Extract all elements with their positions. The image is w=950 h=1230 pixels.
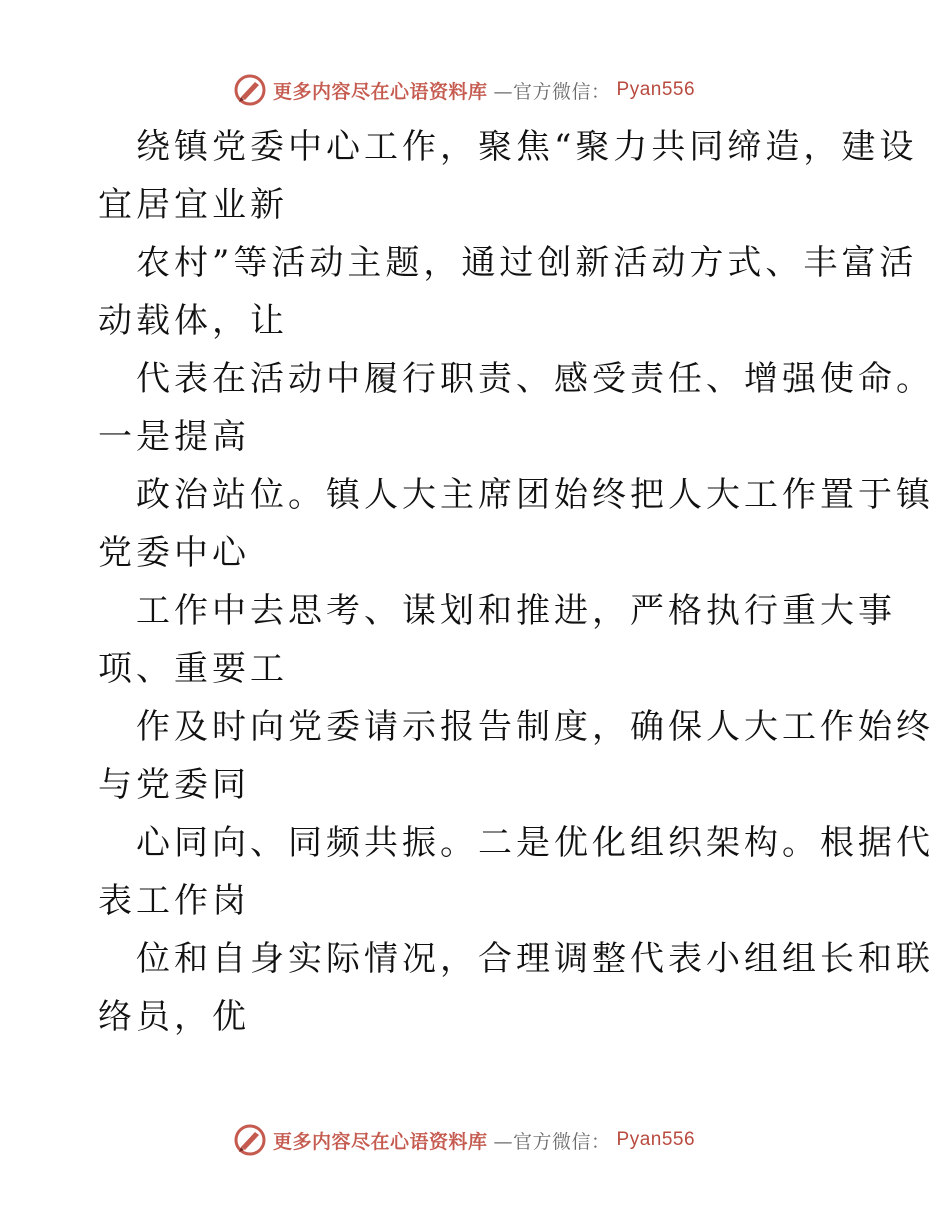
text-line: 代表在活动中履行职责、感受责任、增强使命。: [136, 359, 934, 399]
text-line: 一是提高: [98, 417, 250, 457]
header-wechat-label: —官方微信：: [493, 80, 611, 103]
text-line: 络员，优: [98, 997, 250, 1037]
footer-banner-text: 更多内容尽在心语资料库: [273, 1130, 488, 1153]
text-line: 心同向、同频共振。二是优化组织架构。根据代: [136, 823, 934, 863]
footer-wechat-id: Pyan556: [616, 1129, 696, 1150]
pen-logo-icon: [233, 1123, 267, 1157]
pen-logo-icon: [233, 73, 267, 107]
footer-wechat-label: —官方微信：: [493, 1130, 611, 1153]
text-line: 位和自身实际情况，合理调整代表小组组长和联: [136, 939, 934, 979]
text-line: 项、重要工: [98, 649, 288, 689]
footer-banner[interactable]: [233, 1120, 713, 1160]
text-line: 党委中心: [98, 533, 250, 573]
header-banner[interactable]: [233, 70, 713, 110]
text-line: 作及时向党委请示报告制度，确保人大工作始终: [136, 707, 934, 747]
text-line: 宜居宜业新: [98, 185, 288, 225]
text-line: 绕镇党委中心工作，聚焦“聚力共同缔造，建设: [136, 127, 918, 167]
text-line: 政治站位。镇人大主席团始终把人大工作置于镇: [136, 475, 934, 515]
document-body: [98, 118, 934, 1046]
header-banner-text: 更多内容尽在心语资料库: [273, 80, 488, 103]
text-line: 工作中去思考、谋划和推进，严格执行重大事: [136, 591, 896, 631]
text-line: 与党委同: [98, 765, 250, 805]
header-wechat-id: Pyan556: [616, 79, 696, 100]
text-line: 动载体，让: [98, 301, 288, 341]
text-line: 农村”等活动主题，通过创新活动方式、丰富活: [136, 243, 918, 283]
text-line: 表工作岗: [98, 881, 250, 921]
